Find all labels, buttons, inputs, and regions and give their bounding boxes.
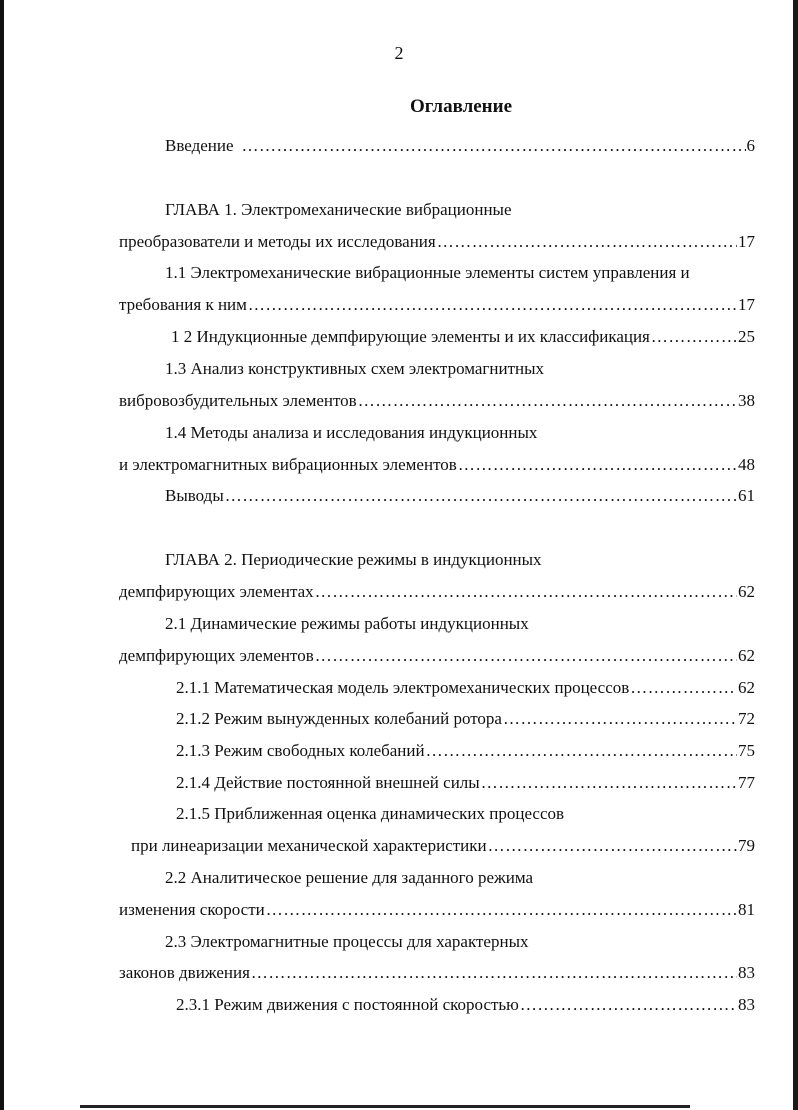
toc-entry-s1-3 — [119, 390, 755, 412]
toc-heading: Оглавление — [409, 96, 513, 117]
toc-label: и электромагнитных вибрационных элементов — [119, 455, 457, 474]
page-number: 2 — [394, 43, 404, 63]
toc-page: 75 — [738, 741, 755, 760]
toc-page: 48 — [738, 455, 755, 474]
toc-label: вибровозбудительных элементов — [119, 391, 357, 410]
toc-entry-ch1-line1: ГЛАВА 1. Электромеханические вибрационные — [165, 200, 512, 219]
toc-page: 17 — [738, 232, 755, 251]
toc-label: 1 2 Индукционные демпфирующие элементы и их классификация — [171, 327, 650, 346]
toc-label: требования к ним — [119, 295, 247, 314]
toc-page: 72 — [738, 709, 755, 728]
toc-page: 62 — [738, 678, 755, 697]
toc-entry-s2-1-2 — [176, 708, 755, 730]
leader-dots — [266, 899, 737, 921]
toc-entry-s1-1 — [119, 294, 755, 316]
toc-label: законов движения — [119, 963, 250, 982]
leader-dots — [488, 835, 737, 857]
toc-label: при линеаризации механической характеристики — [131, 836, 487, 855]
toc-label: 2.1.4 Действие постоянной внешней силы — [176, 773, 480, 792]
toc-label: преобразователи и методы их исследования — [119, 232, 436, 251]
toc-entry-s1-4 — [119, 454, 755, 476]
toc-label: демпфирующих элементах — [119, 582, 314, 601]
toc-entry-s2-3-1 — [176, 994, 755, 1016]
toc-entry-s2-1-5-line1: 2.1.5 Приближенная оценка динамических процессов — [176, 804, 565, 823]
leader-dots — [437, 231, 737, 253]
toc-entry-s2-3 — [119, 962, 755, 984]
toc-page: 17 — [738, 295, 755, 314]
toc-label: 2.1.1 Математическая модель электромеханических процессов — [176, 678, 630, 697]
toc-entry-s2-1-5 — [131, 835, 755, 857]
toc-page: 38 — [738, 391, 755, 410]
leader-dots — [651, 326, 737, 348]
leader-dots — [248, 294, 737, 316]
leader-dots — [630, 677, 737, 699]
scan-edge-right — [793, 0, 798, 1110]
toc-page: 62 — [738, 582, 755, 601]
leader-dots — [315, 645, 737, 667]
toc-label: 2.1.3 Режим свободных колебаний — [176, 741, 425, 760]
toc-entry-s1-4-line1: 1.4 Методы анализа и исследования индукционных — [165, 423, 538, 442]
toc-label: 2.1.2 Режим вынужденных колебаний ротора — [176, 709, 502, 728]
toc-entry-s1-3-line1: 1.3 Анализ конструктивных схем электромагнитных — [165, 359, 545, 378]
scan-edge-left — [0, 0, 4, 1110]
leader-dots — [520, 994, 737, 1016]
toc-entry-ch2-line1: ГЛАВА 2. Периодические режимы в индукционных — [165, 550, 542, 569]
toc-label: демпфирующих элементов — [119, 646, 314, 665]
toc-page: 83 — [738, 963, 755, 982]
leader-dots — [358, 390, 737, 412]
leader-dots — [251, 962, 737, 984]
toc-label: Выводы — [165, 486, 224, 505]
leader-dots — [426, 740, 737, 762]
toc-entry-s1-1-line1: 1.1 Электромеханические вибрационные элементы систем управления и — [165, 263, 690, 282]
leader-dots — [225, 485, 737, 507]
toc-page: 6 — [746, 136, 755, 155]
toc-page: 77 — [738, 773, 755, 792]
toc-page: 79 — [738, 836, 755, 855]
toc-label: Введение — [165, 136, 234, 155]
toc-entry-s2-1-3 — [176, 740, 755, 762]
toc-entry-s2-2 — [119, 899, 755, 921]
toc-entry-s2-1-line1: 2.1 Динамические режимы работы индукционных — [165, 614, 529, 633]
toc-entry-s2-3-line1: 2.3 Электромагнитные процессы для характерных — [165, 932, 529, 951]
leader-dots — [503, 708, 737, 730]
toc-entry-s2-1-4 — [176, 772, 755, 794]
toc-page: 81 — [738, 900, 755, 919]
toc-entry-s2-1 — [119, 645, 755, 667]
leader-dots — [315, 581, 737, 603]
leader-dots — [481, 772, 737, 794]
toc-entry-s1-2 — [171, 326, 755, 348]
toc-page: 61 — [738, 486, 755, 505]
toc-page: 83 — [738, 995, 755, 1014]
scan-edge-bottom — [80, 1105, 690, 1108]
toc-entry-s2-2-line1: 2.2 Аналитическое решение для заданного режима — [165, 868, 534, 887]
toc-label: изменения скорости — [119, 900, 265, 919]
toc-page: 62 — [738, 646, 755, 665]
leader-dots — [458, 454, 737, 476]
toc-page: 25 — [738, 327, 755, 346]
toc-label: 2.3.1 Режим движения с постоянной скоростью — [176, 995, 519, 1014]
toc-entry-intro — [165, 135, 755, 157]
toc-entry-ch2 — [119, 581, 755, 603]
leader-dots — [242, 135, 746, 157]
toc-entry-ch1 — [119, 231, 755, 253]
toc-entry-conclusions — [165, 485, 755, 507]
toc-entry-s2-1-1 — [176, 677, 755, 699]
